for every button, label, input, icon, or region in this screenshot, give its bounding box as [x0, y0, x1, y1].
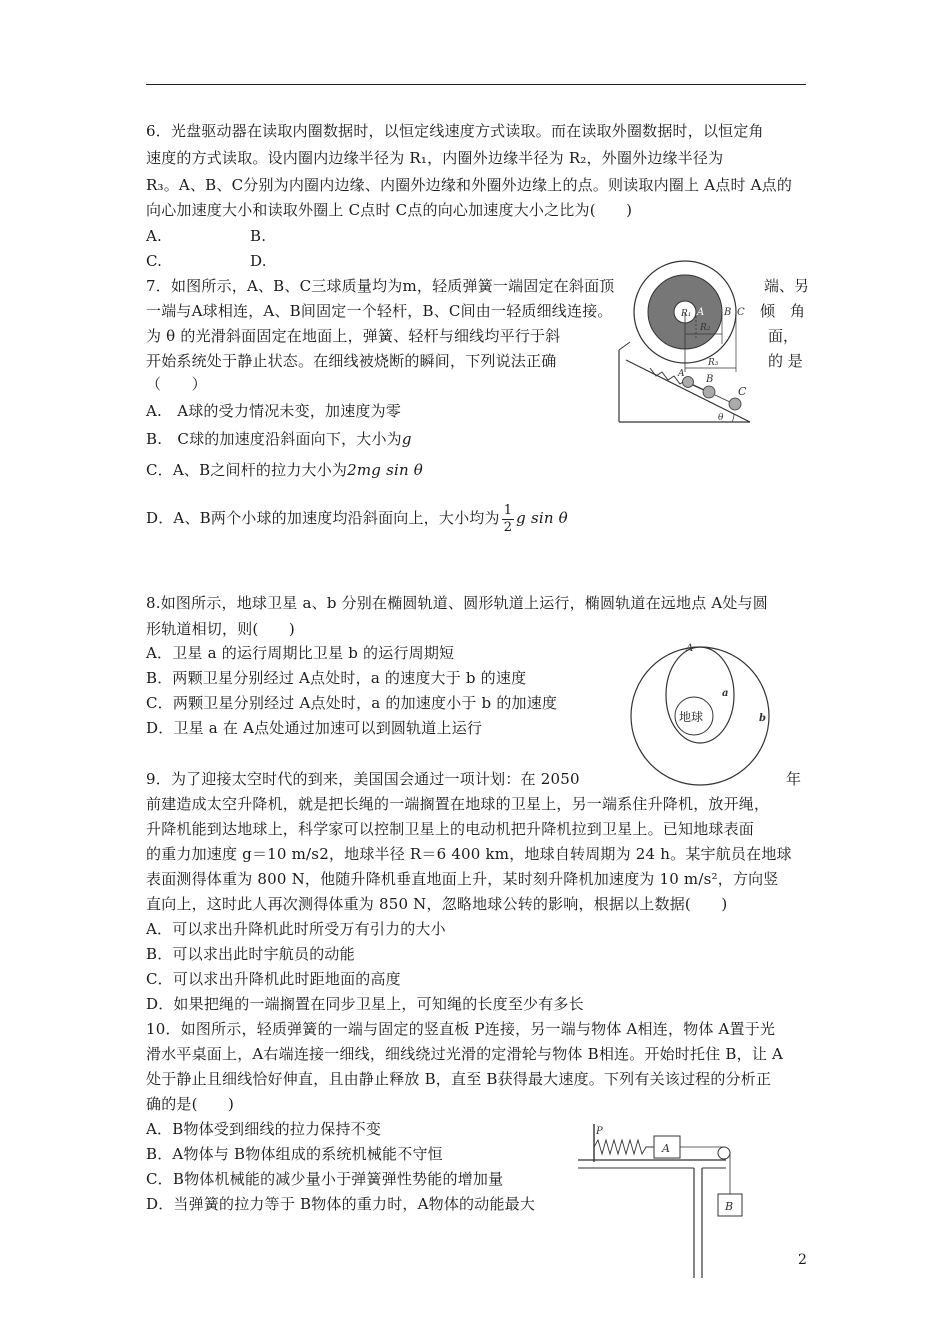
page-number: 2 [798, 1252, 807, 1268]
q7-option-d-numerator: 1 [503, 502, 513, 518]
label-r3: R₃ [708, 358, 719, 368]
q10-line-3: 处于静止且细线恰好伸直，且由静止释放 B，直至 B获得最大速度。下列有关该过程的分析正 [146, 1070, 772, 1088]
q10-line-2: 滑水平桌面上，A右端连接一细线，细线绕过光滑的定滑轮与物体 B相连。开始时托住 B，让 A [146, 1045, 784, 1063]
q7-line-1-right: 端、另 [764, 277, 810, 295]
q9-line-2: 前建造成太空升降机，就是把长绳的一端搁置在地球的卫星上，另一端系住升降机，放开绳， [146, 795, 770, 813]
q7-option-d-denominator: 2 [503, 519, 513, 535]
q7-line-2: 一端与A球相连，A、B间固定一个轻杆，B、C间由一轻质细线连接。 [146, 302, 613, 320]
q8-line-2: 形轨道相切，则( ) [146, 620, 295, 638]
q10-option-c: C．B物体机械能的减少量小于弹簧弹性势能的增加量 [146, 1170, 504, 1188]
label-r2: R₂ [700, 323, 711, 333]
q6-option-b: B. [250, 227, 267, 245]
q7-option-b [146, 429, 412, 449]
q9-line-6: 直向上，这时此人再次测得体重为 850 N，忽略地球公转的影响，根据以上数据( ) [146, 895, 728, 913]
q7-line-5: （ ） [146, 375, 207, 393]
q9-option-c: C．可以求出升降机此时距地面的高度 [146, 970, 401, 988]
q7-line-4: 开始系统处于静止状态。在细线被烧断的瞬间，下列说法正确 [146, 352, 557, 370]
q7-option-d-text: D．A、B两个小球的加速度均沿斜面向上，大小均为 [146, 509, 500, 527]
q7-option-b-expr: g [401, 430, 412, 448]
q7-line-2-right: 倾 角 [760, 302, 806, 320]
q9-line-1-right: 年 [786, 770, 802, 788]
q7-option-d [146, 500, 568, 536]
q10-line-4: 确的是( ) [146, 1095, 235, 1113]
ball-b [703, 386, 715, 398]
q8-option-c: C．两颗卫星分别经过 A点处时，a 的加速度小于 b 的加速度 [146, 694, 558, 712]
q6-line-1: 6．光盘驱动器在读取内圈数据时，以恒定线速度方式读取。而在读取外圈数据时，以恒定角 [146, 122, 764, 140]
orbit-label-a-point: A [686, 643, 694, 654]
q9-line-4: 的重力加速度 g＝10 m/s2，地球半径 R＝6 400 km，地球自转周期为 24 h。某宇航员在地球 [146, 845, 792, 863]
earth-label: 地球 [679, 710, 704, 724]
q10-line-1: 10．如图所示，轻质弹簧的一端与固定的竖直板 P连接，另一端与物体 A相连，物体 A置于光 [146, 1020, 776, 1038]
pulley-label-a: A [662, 1142, 670, 1155]
q7-option-c [146, 460, 423, 480]
incline-figure [616, 338, 756, 426]
incline-label-theta: θ [718, 413, 724, 423]
pulley-label-p: P [596, 1126, 603, 1137]
rod [693, 385, 704, 390]
incline-label-c: C [738, 385, 747, 398]
label-a: A [697, 307, 705, 318]
header-rule [146, 84, 806, 85]
q6-line-3: R₃。A、B、C分别为内圈内边缘、内圈外边缘和外圈外边缘上的点。则读取内圈上 A点时 A点的 [146, 176, 793, 194]
q9-option-b: B．可以求出此时宇航员的动能 [146, 945, 355, 963]
label-c: C [737, 307, 745, 318]
ball-c [729, 398, 741, 410]
string [715, 395, 730, 402]
q10-option-d: D．当弹簧的拉力等于 B物体的重力时，A物体的动能最大 [146, 1195, 536, 1213]
spring-p [594, 1140, 654, 1154]
q8-option-b: B．两颗卫星分别经过 A点处时，a 的速度大于 b 的速度 [146, 669, 527, 687]
wall-top [619, 342, 630, 350]
q7-option-c-expr: 2mg sin θ [347, 461, 424, 479]
incline-label-a: A [678, 369, 685, 379]
q8-option-d: D．卫星 a 在 A点处通过加速可以到圆轨道上运行 [146, 719, 483, 737]
orbit-label-sat-b: b [759, 713, 766, 724]
q6-option-d: D. [250, 252, 267, 270]
q7-option-a: A. A球的受力情况未变，加速度为零 [146, 402, 402, 420]
q9-line-5: 表面测得体重为 800 N，他随升降机垂直地面上升，某时刻升降机加速度为 10 m/s²，方向竖 [146, 870, 779, 888]
q10-option-b: B．A物体与 B物体组成的系统机械能不守恒 [146, 1145, 443, 1163]
pulley-label-b: B [725, 1200, 734, 1213]
orbit-figure [626, 640, 776, 790]
q7-option-c-text: C．A、B之间杆的拉力大小为 [146, 461, 348, 479]
q6-option-c: C. [146, 252, 163, 270]
q10-option-a: A．B物体受到细线的拉力保持不变 [146, 1120, 382, 1138]
theta-arc [732, 414, 734, 422]
q8-line-1: 8.如图所示，地球卫星 a、b 分别在椭圆轨道、圆形轨道上运行，椭圆轨道在远地点 A处与圆 [146, 594, 768, 612]
slope [626, 360, 750, 422]
pulley-figure [576, 1120, 756, 1282]
q9-line-1: 9．为了迎接太空时代的到来，美国国会通过一项计划：在 2050 [146, 770, 580, 788]
q7-line-3-right: 面， [768, 327, 799, 345]
q8-option-a: A．卫星 a 的运行周期比卫星 b 的运行周期短 [146, 644, 455, 662]
q7-line-1: 7．如图所示，A、B、C三球质量均为m，轻质弹簧一端固定在斜面顶 [146, 277, 615, 295]
q7-option-d-fraction [502, 503, 514, 536]
q7-line-3: 为 θ 的光滑斜面固定在地面上，弹簧、轻杆与细线均平行于斜 [146, 327, 561, 345]
q7-option-d-expr: g sin θ [516, 509, 568, 527]
q7-option-b-text: B. C球的加速度沿斜面向下，大小为 [146, 430, 402, 448]
q9-line-3: 升降机能到达地球上，科学家可以控制卫星上的电动机把升降机拉到卫星上。已知地球表面 [146, 820, 755, 838]
q9-option-d: D．如果把绳的一端搁置在同步卫星上，可知绳的长度至少有多长 [146, 995, 584, 1013]
q6-line-4: 向心加速度大小和读取外圈上 C点时 C点的向心加速度大小之比为( ) [146, 201, 633, 219]
q7-line-4-right: 的 是 [768, 352, 803, 370]
incline-label-b: B [706, 374, 714, 385]
q6-option-a: A. [146, 227, 163, 245]
q6-line-2: 速度的方式读取。设内圈内边缘半径为 R₁，内圈外边缘半径为 R₂，外圈外边缘半径为 [146, 149, 724, 167]
pulley-wheel [718, 1147, 730, 1159]
label-b: B [724, 307, 732, 318]
q9-option-a: A．可以求出升降机此时所受万有引力的大小 [146, 920, 446, 938]
label-r1: R₁ [681, 309, 692, 319]
orbit-label-sat-a: a [722, 688, 729, 699]
